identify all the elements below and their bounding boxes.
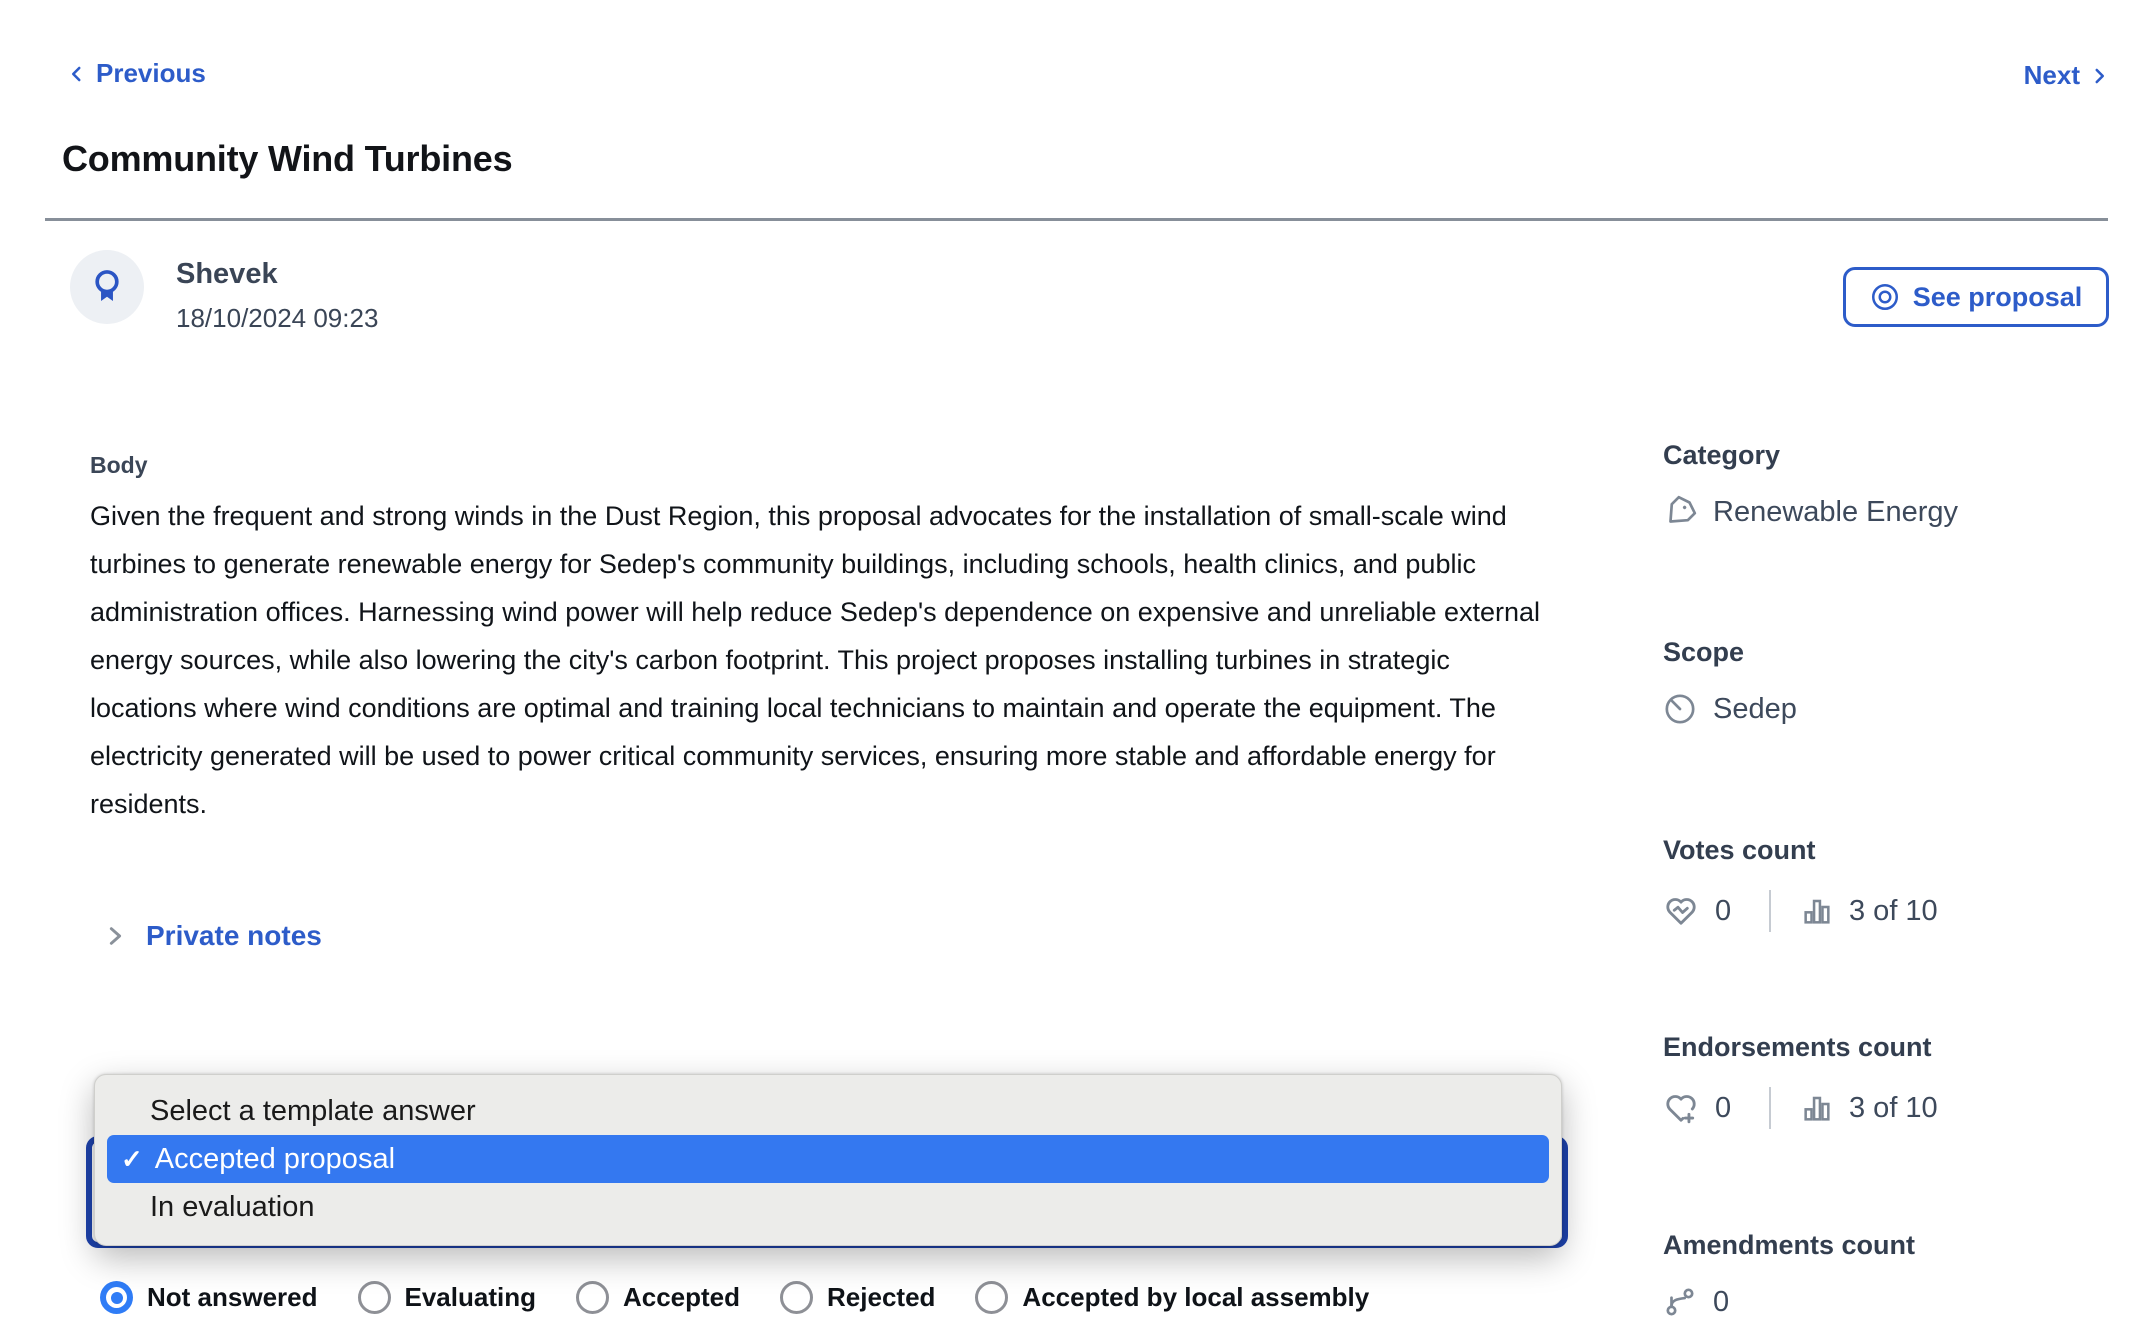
dropdown-option-label: Select a template answer [150,1094,476,1127]
radio-label: Rejected [827,1282,936,1312]
radio-label: Accepted [622,1282,741,1312]
radio-not-answered[interactable] [100,1281,318,1314]
category-section [1663,440,2123,529]
bar-chart-icon [1801,895,1833,927]
author-name: Shevek [176,258,278,290]
next-label: Next [2023,60,2080,90]
radio-label: Evaluating [404,1282,536,1312]
private-notes-toggle[interactable] [104,920,322,952]
radio-unselected-icon[interactable] [975,1281,1008,1314]
radio-label: Not answered [147,1282,318,1312]
radio-selected-icon[interactable] [100,1281,133,1314]
endorsements-count-value: 0 [1715,1091,1732,1124]
chevron-right-icon [104,923,126,949]
votes-count-heading: Votes count [1663,835,1816,865]
dropdown-option-in-evaluation[interactable] [95,1183,1561,1231]
endorsements-count-heading: Endorsements count [1663,1032,1932,1062]
see-proposal-label: See proposal [1912,281,2083,312]
radio-evaluating[interactable] [358,1281,536,1314]
dropdown-option-accepted-proposal[interactable] [107,1135,1549,1183]
eye-icon [1870,282,1900,312]
radio-unselected-icon[interactable] [576,1281,609,1314]
see-proposal-button[interactable] [1843,267,2109,327]
votes-count-section [1663,835,2123,932]
award-badge-icon [86,266,128,308]
radio-rejected[interactable] [780,1281,935,1314]
answer-state-radio-group [100,1281,1369,1314]
radio-accepted-by-local-assembly[interactable] [975,1281,1369,1314]
avatar [70,250,144,324]
private-notes-label: Private notes [146,920,322,951]
radio-accepted[interactable] [576,1281,740,1314]
heart-pulse-icon [1663,893,1699,929]
tag-icon [1663,495,1697,529]
radio-label: Accepted by local assembly [1022,1282,1370,1312]
amendments-count-value: 0 [1713,1285,1730,1318]
category-value: Renewable Energy [1713,495,1959,528]
scope-section [1663,637,2123,726]
category-heading: Category [1663,440,1781,470]
dropdown-option-label: In evaluation [150,1190,315,1223]
body-text: Given the frequent and strong winds in the Dust Region, this proposal advocates for the installation of small-scale wind turbines to generate renewable energy for Sedep's community buildings, including schools, health clinics, and public administration offices. Harnessing wind power will help reduce Sedep's dependence on expensive and unreliable external energy sources, while also lowering the city's carbon footprint. This project proposes installing turbines in strategic locations where wind conditions are optimal and training local technicians to maintain and operate the equipment. The electricity generated will be used to power critical community services, ensuring more stable and affordable energy for residents. [90,501,1541,819]
scope-icon [1663,692,1697,726]
title-divider [45,218,2108,221]
previous-link[interactable] [68,58,206,89]
previous-label: Previous [96,58,206,88]
bar-chart-icon [1801,1092,1833,1124]
scope-heading: Scope [1663,637,1745,667]
template-answer-dropdown [94,1074,1562,1246]
votes-count-value: 0 [1715,894,1732,927]
dropdown-option-placeholder[interactable] [95,1087,1561,1135]
chevron-left-icon [68,65,86,83]
heart-add-icon [1663,1090,1699,1126]
amendments-count-section [1663,1230,2123,1319]
scope-value: Sedep [1713,692,1797,725]
page-title: Community Wind Turbines [62,138,513,179]
divider [1769,1087,1771,1129]
next-link[interactable] [2024,60,2108,91]
chevron-right-icon [2090,67,2108,85]
radio-unselected-icon[interactable] [780,1281,813,1314]
votes-progress-value: 3 of 10 [1849,894,1938,927]
git-branch-icon [1663,1285,1697,1319]
dropdown-option-label: Accepted proposal [154,1142,396,1175]
endorsements-progress-value: 3 of 10 [1849,1091,1938,1124]
divider [1769,890,1771,932]
radio-unselected-icon[interactable] [358,1281,391,1314]
endorsements-count-section [1663,1032,2123,1129]
body-label: Body [90,452,148,478]
check-icon: ✓ [121,1143,143,1174]
author-datetime: 18/10/2024 09:23 [176,303,379,333]
amendments-count-heading: Amendments count [1663,1230,1916,1260]
